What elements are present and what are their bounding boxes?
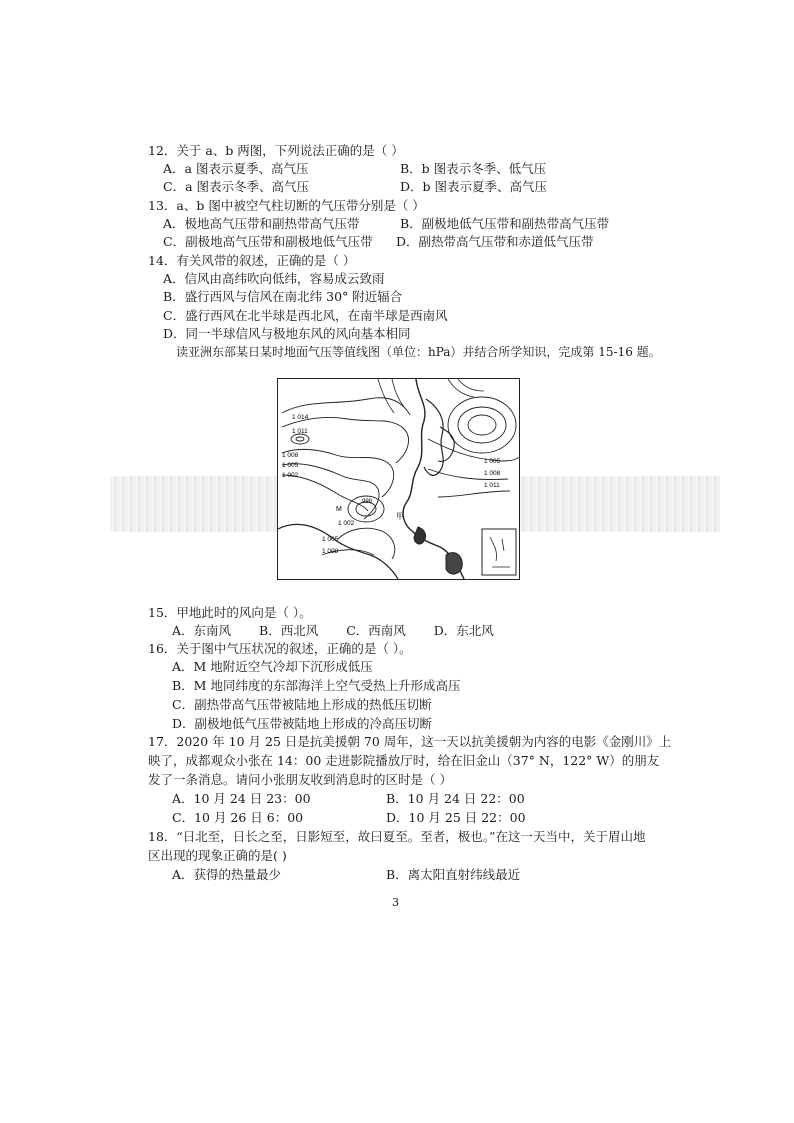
q18-line-1: 18．“日北至，日长之至，日影短至，故曰夏至。至者，极也。”在这一天当中，关于眉山地 — [148, 829, 646, 844]
label-1008-south: 1 008 — [322, 548, 339, 555]
pressure-map-figure — [277, 378, 520, 580]
island-taiwan — [414, 527, 426, 544]
q17-option-c: C．10 月 26 日 6：00 — [172, 810, 304, 825]
q16-option-c: C．副热带高气压带被陆地上形成的热低压切断 — [172, 697, 432, 712]
q13-option-b: B．副极地低气压带和副热带高气压带 — [400, 216, 610, 231]
q16-stem: 16．关于图中气压状况的叙述，正确的是（ ）。 — [148, 641, 412, 656]
label-1011: 1 011 — [292, 428, 308, 435]
label-1002: 1 002 — [282, 472, 299, 479]
q16-option-d: D．副极地低气压带被陆地上形成的冷高压切断 — [172, 716, 433, 731]
isobar-east-1011 — [438, 491, 510, 497]
label-east-1011: 1 011 — [484, 482, 500, 489]
q15-stem: 15．甲地此时的风向是（ ）。 — [148, 605, 312, 620]
page-number: 3 — [392, 896, 399, 909]
label-1002-low: 1 002 — [338, 520, 355, 527]
q18-option-a: A．获得的热量最少 — [172, 867, 282, 882]
island-philippines — [446, 553, 462, 574]
isobar-1002 — [282, 475, 368, 511]
q14-option-c: C．盛行西风在北半球是西北风，在南半球是西南风 — [163, 308, 448, 323]
label-1008: 1 008 — [282, 452, 299, 459]
q14-stem: 14．有关风带的叙述，正确的是（ ） — [148, 253, 356, 268]
isobar-top-1 — [378, 379, 394, 413]
q14-option-a: A．信风由高纬吹向低纬，容易成云致雨 — [163, 271, 385, 286]
q15-options — [172, 623, 518, 639]
isobar-1008 — [282, 449, 394, 497]
map-inset-box — [482, 529, 516, 575]
high-center-small — [291, 434, 309, 444]
q17-line-1: 17．2020 年 10 月 25 日是抗美援朝 70 周年，这一天以抗美援朝为内容的电影《金刚川》上 — [148, 734, 672, 749]
q12-option-a: A．a 图表示夏季、高气压 — [163, 161, 309, 176]
q13-option-a: A．极地高气压带和副热带高气压带 — [163, 216, 360, 231]
isobar-top-3 — [448, 379, 474, 397]
q17-option-b: B．10 月 24 日 22：00 — [386, 791, 525, 806]
label-jia: 甲 — [396, 512, 404, 521]
q16-option-a: A．M 地附近空气冷却下沉形成低压 — [172, 659, 373, 674]
q17-option-d: D．10 月 25 日 22：00 — [386, 810, 526, 825]
coastline-main — [403, 379, 464, 579]
label-east-1005: 1 005 — [484, 458, 501, 465]
coastline-japan — [438, 427, 454, 461]
q14-option-d: D．同一半球信风与极地东风的风向基本相同 — [163, 326, 411, 341]
q12-option-d: D．b 图表示夏季、高气压 — [400, 179, 547, 194]
q13-option-d: D．副热带高气压带和赤道低气压带 — [396, 234, 594, 249]
q12-option-c: C．a 图表示冬季、高气压 — [163, 179, 309, 194]
q12-option-b: B．b 图表示冬季、低气压 — [400, 161, 547, 176]
q17-line-2: 映了，成都观众小张在 14：00 走进影院播放厅时，给在旧金山（37° N，122° W）的朋友 — [148, 753, 660, 768]
q13-stem: 13．a、b 图中被空气柱切断的气压带分别是（ ） — [148, 198, 425, 213]
label-999: 999 — [362, 499, 373, 505]
high-center-inner — [296, 437, 304, 441]
q15-option-a: A．东南风 — [172, 623, 232, 638]
q16-option-b: B．M 地同纬度的东部海洋上空气受热上升形成高压 — [172, 678, 461, 693]
label-m-point: M — [336, 506, 342, 513]
ne-low-ring-2 — [458, 407, 506, 443]
coastline-peninsula — [424, 399, 443, 475]
q13-option-c: C．副极地高气压带和副极地低气压带 — [163, 234, 373, 249]
label-1014: 1 014 — [292, 414, 309, 421]
q15-option-d: D．东北风 — [433, 623, 494, 638]
map-intro-text: 读亚洲东部某日某时地面气压等值线图（单位：hPa）并结合所学知识，完成第 15-16 题。 — [176, 345, 661, 359]
ne-low-ring-1 — [468, 415, 496, 435]
isobar-1011 — [282, 417, 409, 463]
q18-option-b: B．离太阳直射纬线最近 — [386, 867, 521, 882]
q17-option-a: A．10 月 24 日 23：00 — [172, 791, 311, 806]
label-east-1008: 1 008 — [484, 470, 501, 477]
q14-option-b: B．盛行西风与信风在南北纬 30° 附近辐合 — [163, 289, 403, 304]
label-1005: 1 005 — [282, 462, 299, 469]
q15-option-c: C．西南风 — [346, 623, 406, 638]
isobar-top-4 — [458, 379, 484, 391]
q12-stem: 12．关于 a、b 两图，下列说法正确的是（ ） — [148, 143, 404, 158]
pressure-map-svg — [278, 379, 519, 579]
isobar-1014 — [282, 398, 410, 415]
q17-line-3: 发了一条消息。请问小张朋友收到消息时的区时是（ ） — [148, 772, 452, 787]
q18-line-2: 区出现的现象正确的是( ) — [148, 848, 287, 863]
q15-option-b: B．西北风 — [259, 623, 319, 638]
label-1005-south: 1 005 — [322, 536, 339, 543]
